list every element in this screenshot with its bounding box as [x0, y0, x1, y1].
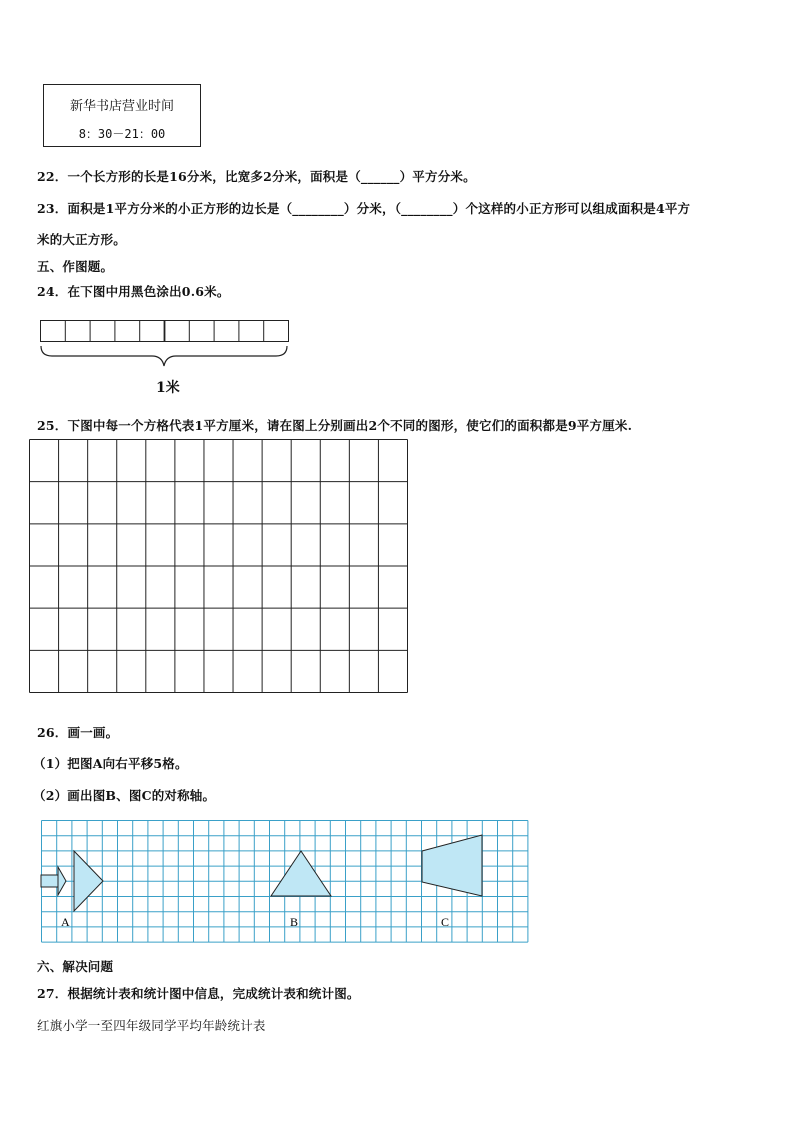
question-24: 24．在下图中用黑色涂出0.6米。	[37, 284, 230, 299]
question-23-line1: 23．面积是1平方分米的小正方形的边长是（________）分米，（________）个这样的小正方形可以组成面积是4平方	[37, 201, 691, 216]
business-hours-sign	[43, 84, 201, 147]
label-c: C	[441, 915, 450, 929]
label-b: B	[290, 915, 299, 929]
meter-brace	[41, 346, 287, 366]
question-23-line2: 米的大正方形。	[37, 232, 126, 247]
section-5-heading: 五、作图题。	[37, 259, 114, 274]
section-6-heading: 六、解决问题	[37, 959, 114, 974]
shape-a-head	[58, 867, 66, 895]
label-a: A	[61, 915, 70, 929]
question-22: 22．一个长方形的长是16分米，比宽多2分米，面积是（______）平方分米。	[37, 169, 476, 184]
question-26: 26．画一画。	[37, 725, 119, 740]
square-grid-25	[29, 439, 408, 693]
shape-c	[422, 835, 482, 896]
sign-title: 新华书店营业时间	[69, 99, 174, 114]
shape-a-tail	[41, 875, 58, 887]
table-title: 红旗小学一至四年级同学平均年龄统计表	[37, 1018, 266, 1033]
question-26-part2: （2）画出图B、图C的对称轴。	[33, 788, 216, 803]
question-25: 25．下图中每一个方格代表1平方厘米，请在图上分别画出2个不同的图形，使它们的面积都是9平方厘米.	[37, 418, 633, 433]
question-27: 27．根据统计表和统计图中信息，完成统计表和统计图。	[37, 986, 360, 1001]
question-26-part1: （1）把图A向右平移5格。	[33, 756, 188, 771]
shape-b	[271, 851, 331, 896]
square-grid-26	[41, 820, 530, 943]
meter-cells	[41, 321, 289, 342]
sign-hours: 8：30－21：00	[78, 127, 166, 141]
shape-a-arrow	[74, 851, 103, 911]
meter-label: 1米	[156, 380, 180, 396]
